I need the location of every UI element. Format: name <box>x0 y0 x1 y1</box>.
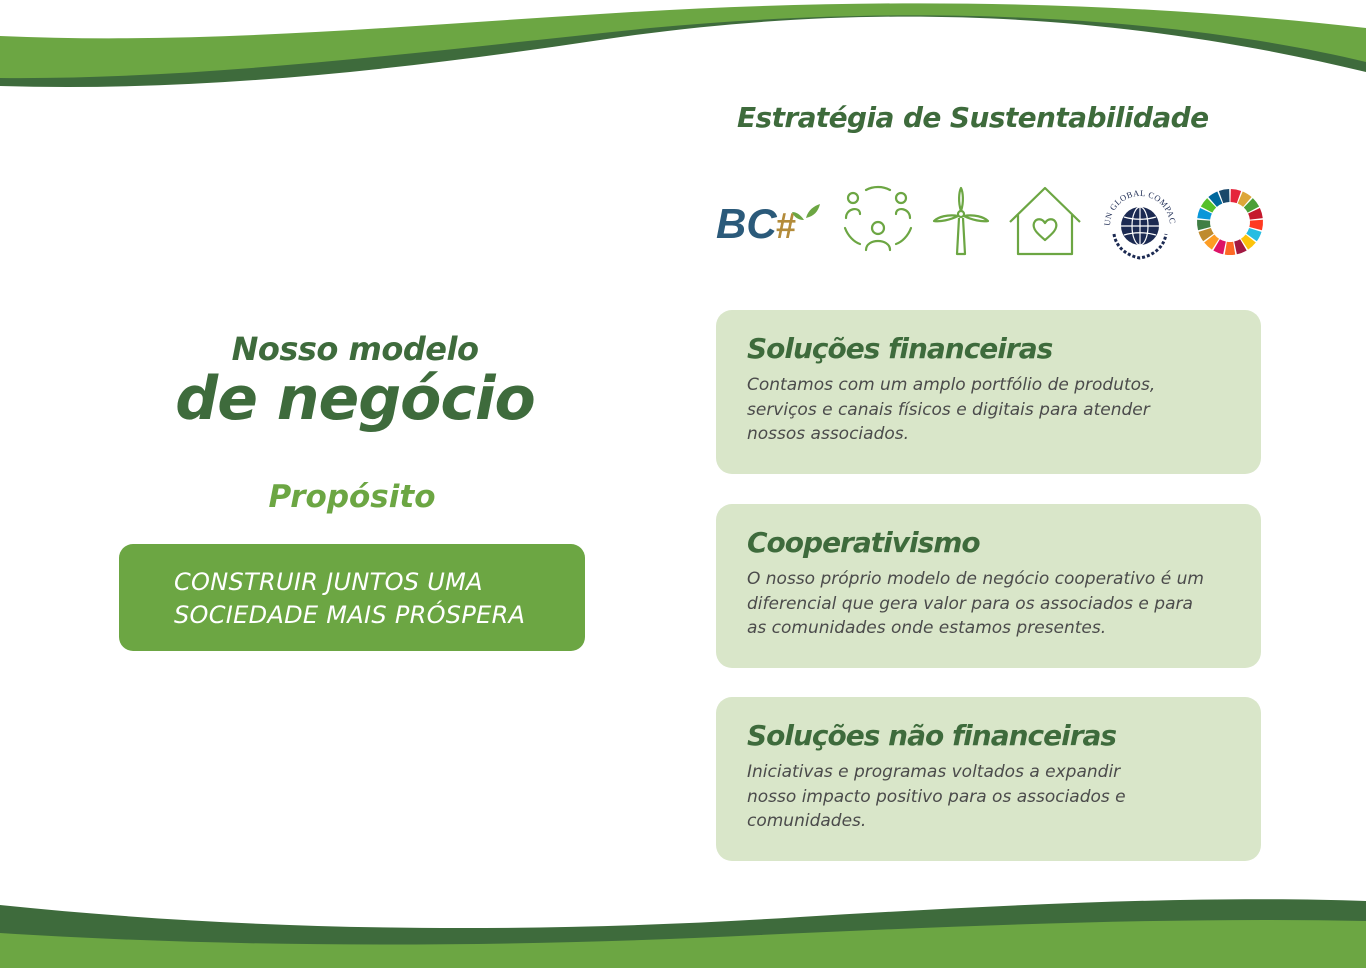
card-text-line: serviços e canais físicos e digitais para atender <box>747 399 1150 420</box>
card-description <box>747 760 1241 834</box>
purpose-line: SOCIEDADE MAIS PRÓSPERA <box>174 601 526 629</box>
un-global-compact-logo <box>1100 184 1180 260</box>
card-cooperativism <box>716 504 1261 668</box>
card-title: Cooperativismo <box>747 526 980 559</box>
sdg-wheel-segment <box>1197 220 1211 230</box>
card-non-financial-solutions <box>716 697 1261 861</box>
sustainability-icons-row <box>716 184 1266 260</box>
card-text-line: comunidades. <box>747 811 867 831</box>
bc-logo-symbol: # <box>776 205 797 246</box>
bc-hashtag-logo <box>716 184 824 260</box>
purpose-box <box>119 544 585 651</box>
community-people-icon <box>840 184 916 260</box>
wind-turbine-icon <box>930 184 992 260</box>
card-description <box>747 567 1241 641</box>
sdg-wheel-icon <box>1194 184 1266 260</box>
card-text-line: diferencial que gera valor para os associados e para <box>747 593 1193 614</box>
top-wave-decoration <box>0 0 1366 100</box>
card-text-line: Iniciativas e programas voltados a expandir <box>747 762 1121 782</box>
card-text-line: as comunidades onde estamos presentes. <box>747 618 1107 638</box>
sdg-wheel-segment <box>1249 220 1263 230</box>
sdg-wheel-segment <box>1225 242 1236 255</box>
card-text-line: nossos associados. <box>747 424 910 444</box>
section-title-line2: de negócio <box>175 364 535 434</box>
bottom-wave-decoration <box>0 893 1366 968</box>
card-title: Soluções não financeiras <box>747 719 1117 752</box>
ungc-logo-text: UN GLOBAL COMPAC <box>1101 187 1178 227</box>
house-heart-icon <box>1008 184 1082 260</box>
card-financial-solutions <box>716 310 1261 474</box>
card-text-line: nosso impacto positivo para os associados e <box>747 786 1126 807</box>
section-title-line1: Nosso modelo <box>231 330 479 368</box>
card-text-line: Contamos com um amplo portfólio de produtos, <box>747 375 1156 395</box>
purpose-line: CONSTRUIR JUNTOS UMA <box>174 568 483 596</box>
card-title: Soluções financeiras <box>747 332 1053 365</box>
bc-logo-text: BC <box>716 200 777 247</box>
card-description <box>747 373 1241 447</box>
strategy-title: Estratégia de Sustentabilidade <box>737 101 1209 134</box>
card-text-line: O nosso próprio modelo de negócio cooperativo é um <box>747 569 1204 589</box>
purpose-heading: Propósito <box>268 479 436 515</box>
